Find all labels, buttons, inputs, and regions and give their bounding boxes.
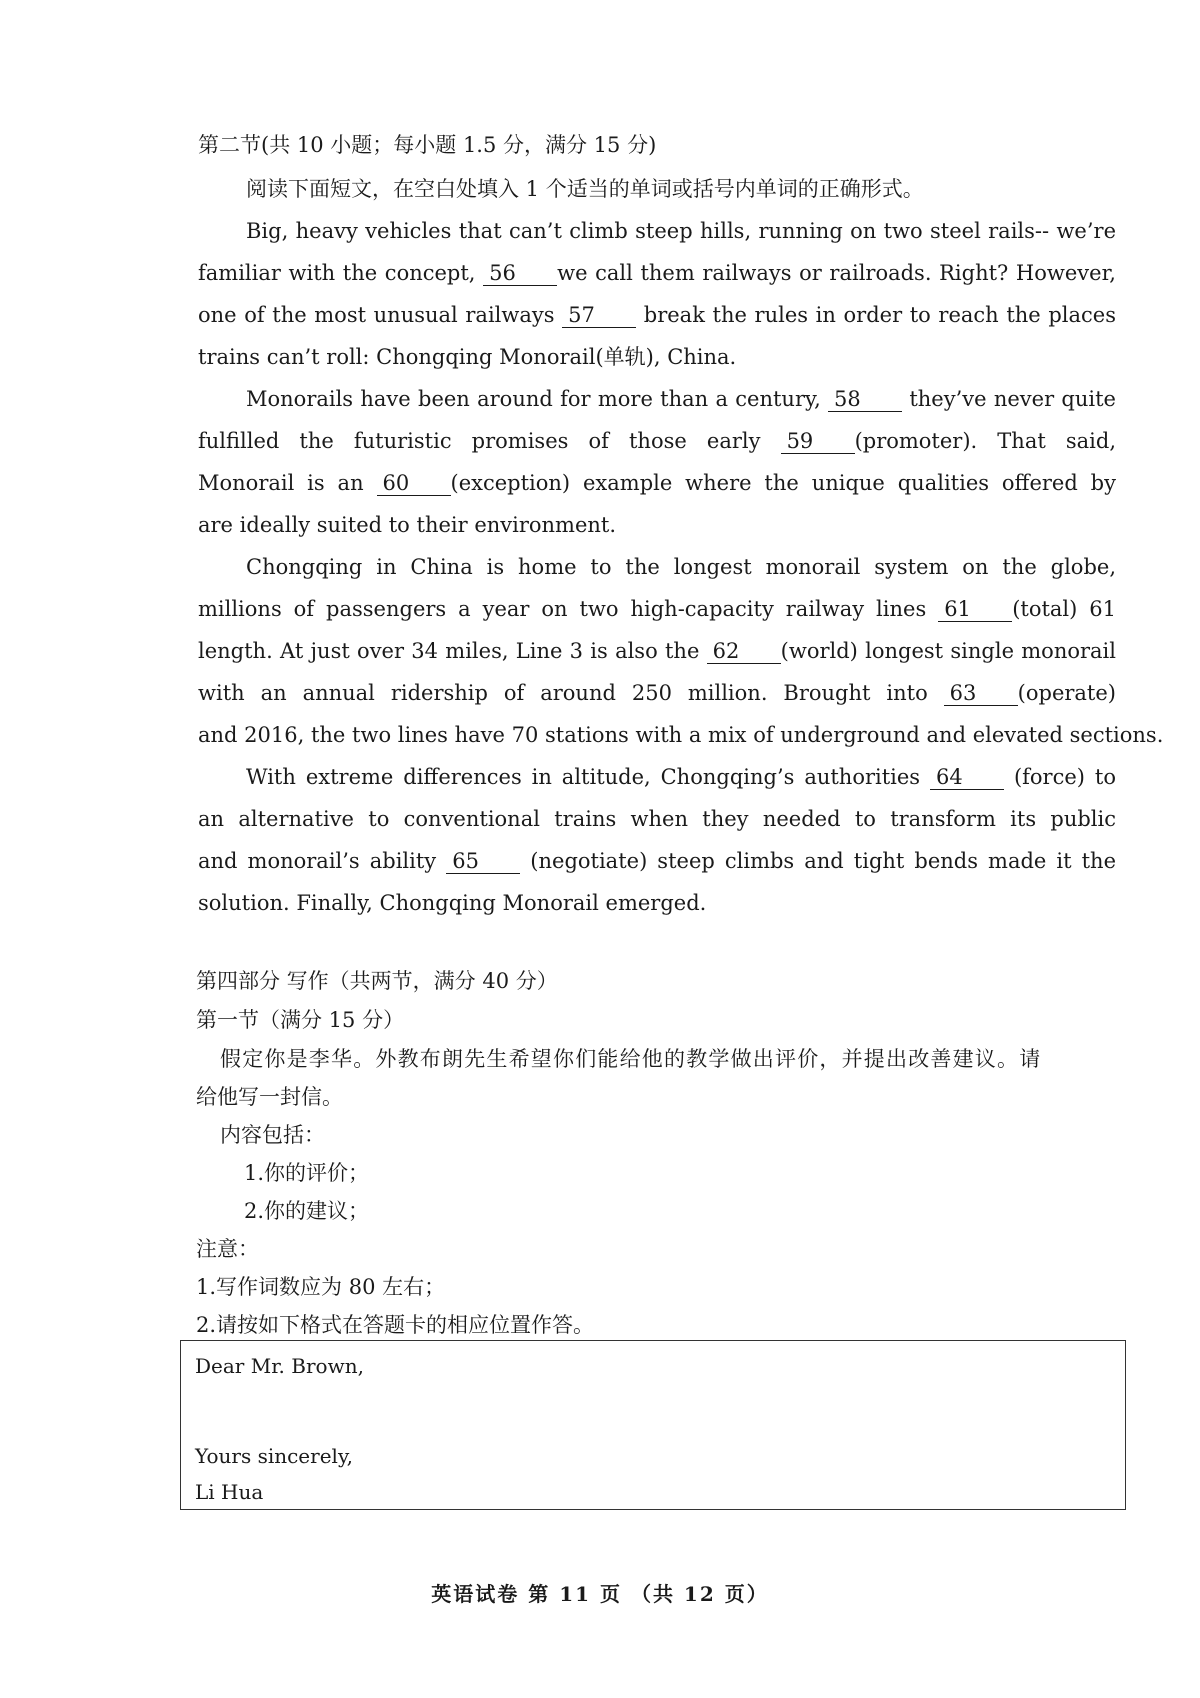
section-heading: 第二节(共 10 小题；每小题 1.5 分，满分 15 分) [198, 133, 657, 157]
passage-line: Monorails have been around for more than a century, 58 they’ve never quite [246, 387, 1116, 411]
passage-line: with an annual ridership of around 250 million. Brought into 63 (operate) [198, 681, 1116, 705]
letter-salutation: Dear Mr. Brown, [195, 1354, 364, 1378]
page-footer: 英语试卷 第 11 页 （共 12 页） [431, 1582, 769, 1606]
subsection-heading: 第一节（满分 15 分） [196, 1008, 405, 1032]
passage-line: Chongqing in China is home to the longest monorail system on the globe, [246, 555, 1116, 579]
writing-prompt: 给他写一封信。 [196, 1085, 343, 1109]
blank-57[interactable]: 57 [562, 303, 636, 328]
passage-line: one of the most unusual railways 57 break the rules in order to reach the places [198, 303, 1116, 327]
blank-64[interactable]: 64 [930, 765, 1004, 790]
passage-line: solution. Finally, Chongqing Monorail emerged. [198, 891, 707, 915]
content-label: 内容包括： [220, 1123, 325, 1147]
passage-line: are ideally suited to their environment. [198, 513, 617, 537]
passage-line: With extreme differences in altitude, Chongqing’s authorities 64 (force) to [246, 765, 1116, 789]
letter-closing: Yours sincerely, [195, 1444, 353, 1468]
passage-line: and monorail’s ability 65 (negotiate) steep climbs and tight bends made it the [198, 849, 1116, 873]
blank-59[interactable]: 59 [781, 429, 855, 454]
passage-line: fulfilled the futuristic promises of those early 59 (promoter). That said, [198, 429, 1116, 453]
note-label: 注意： [196, 1237, 259, 1261]
blank-56[interactable]: 56 [483, 261, 557, 286]
passage-line: Monorail is an 60 (exception) example where the unique qualities offered by [198, 471, 1116, 495]
writing-prompt: 假定你是李华。外教布朗先生希望你们能给他的教学做出评价，并提出改善建议。请 [220, 1047, 1042, 1071]
content-item: 2.你的建议； [244, 1199, 370, 1223]
content-item: 1.你的评价； [244, 1161, 370, 1185]
blank-62[interactable]: 62 [707, 639, 781, 664]
blank-58[interactable]: 58 [828, 387, 902, 412]
note-item: 1.写作词数应为 80 左右； [196, 1275, 446, 1299]
blank-61[interactable]: 61 [938, 597, 1012, 622]
letter-answer-box[interactable] [180, 1340, 1126, 1510]
passage-line: familiar with the concept, 56 we call them railways or railroads. Right? However, [198, 261, 1116, 285]
passage-line: an alternative to conventional trains when they needed to transform its public [198, 807, 1116, 831]
blank-63[interactable]: 63 [944, 681, 1018, 706]
part-heading: 第四部分 写作（共两节，满分 40 分） [196, 969, 558, 993]
letter-signature: Li Hua [195, 1480, 264, 1504]
note-item: 2.请按如下格式在答题卡的相应位置作答。 [196, 1313, 595, 1337]
passage-line: Big, heavy vehicles that can’t climb steep hills, running on two steel rails-- we’re [246, 219, 1116, 243]
section-instruction: 阅读下面短文，在空白处填入 1 个适当的单词或括号内单词的正确形式。 [246, 177, 924, 201]
blank-60[interactable]: 60 [377, 471, 451, 496]
passage-line: millions of passengers a year on two high-capacity railway lines 61 (total) 61 [198, 597, 1116, 621]
passage-line: and 2016, the two lines have 70 stations with a mix of underground and elevated sections. [198, 723, 1164, 747]
passage-line: length. At just over 34 miles, Line 3 is also the 62 (world) longest single monorail [198, 639, 1116, 663]
passage-line: trains can’t roll: Chongqing Monorail(单轨), China. [198, 345, 737, 369]
blank-65[interactable]: 65 [446, 849, 520, 874]
